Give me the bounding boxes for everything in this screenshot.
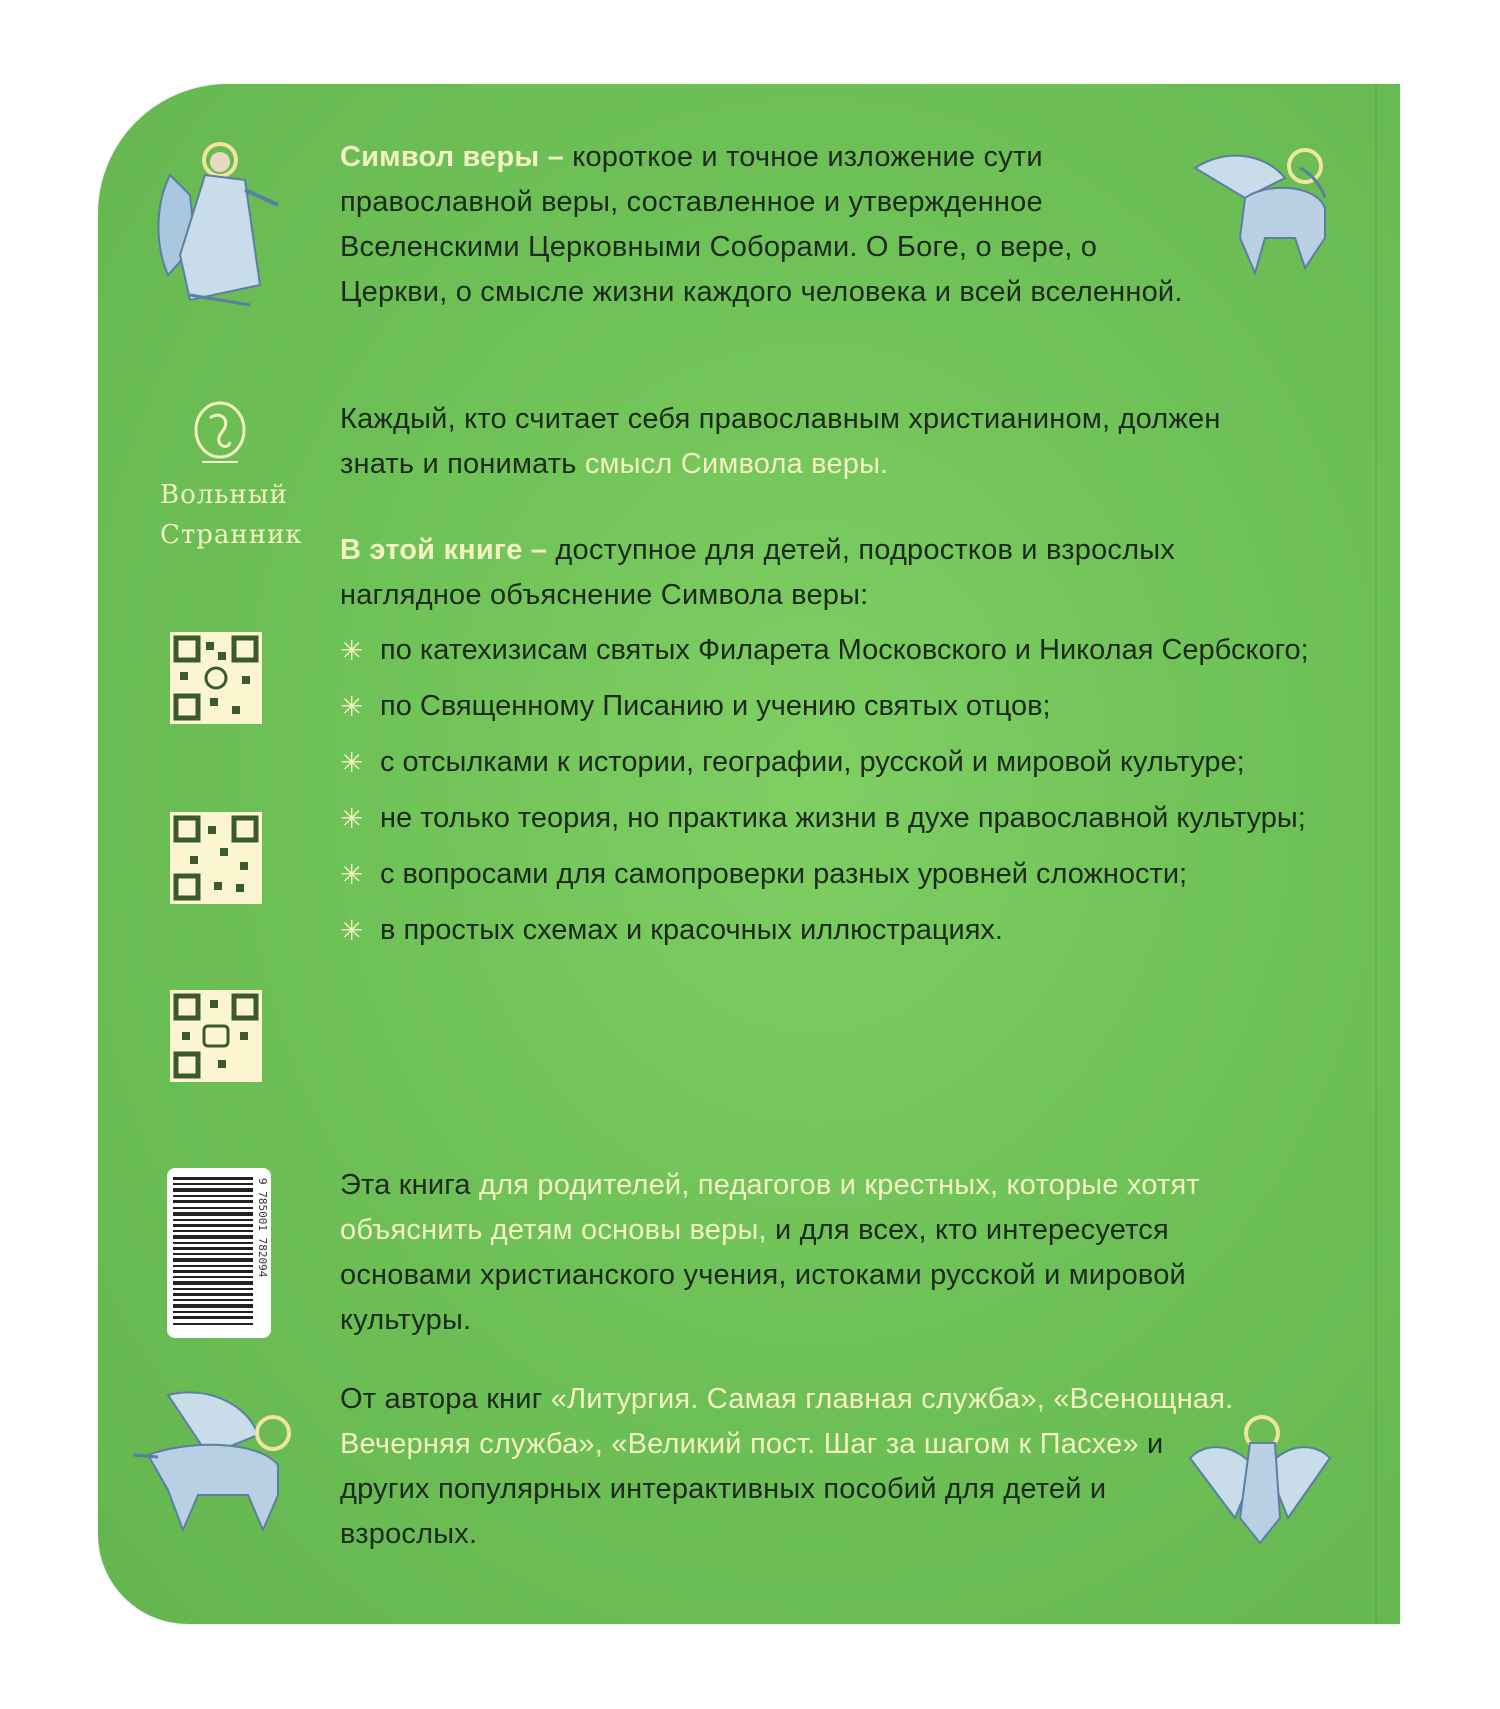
qr-code-icon (170, 812, 262, 904)
book-description-paragraph (340, 528, 1320, 618)
snowflake-bullet-icon: ✳ (340, 691, 364, 722)
other-books-highlight: «Литургия. Самая главная служба», «Всенощная. Вечерняя служба», «Великий пост. Шаг за шагом к Пасхе» (340, 1383, 1234, 1460)
book-description-text: доступное для детей, подростков и взрослых наглядное объяснение Символа веры: (340, 534, 1175, 611)
publisher-logo-icon (190, 400, 250, 470)
list-item: ✳ с вопросами для самопроверки разных уровней сложности; (340, 852, 1340, 897)
obligation-highlight: смысл Символа веры. (584, 448, 889, 480)
angel-icon (150, 135, 285, 310)
list-item: ✳ не только теория, но практика жизни в духе православной культуры; (340, 796, 1340, 841)
barcode (167, 1168, 271, 1338)
snowflake-bullet-icon: ✳ (340, 747, 364, 778)
audience-highlight: для родителей, педагогов и крестных, которые хотят объяснить детям основы веры, (340, 1169, 1200, 1246)
winged-ox-icon (1185, 138, 1355, 278)
obligation-text: Каждый, кто считает себя православным христианином, должен знать и понимать (340, 403, 1221, 480)
publisher-logo (160, 400, 303, 555)
qr-code-icon (170, 632, 262, 724)
qr-code-icon (170, 990, 262, 1082)
publisher-name-line1: Вольный (160, 480, 288, 510)
author-paragraph: От автора книг «Литургия. Самая главная служба», «Всенощная. Вечерняя служба», «Великий пост. Шаг за шагом к Пасхе» и других популярных интерактивных пособий для детей и взрослых. (340, 1383, 1234, 1550)
spine-edge (1375, 84, 1377, 1624)
list-item: ✳ по катехизисам святых Филарета Московского и Николая Сербского; (340, 628, 1340, 673)
list-item: ✳ в простых схемах и красочных иллюстрациях. (340, 908, 1340, 953)
snowflake-bullet-icon: ✳ (340, 859, 364, 890)
snowflake-bullet-icon: ✳ (340, 635, 364, 666)
publisher-name-line2: Странник (160, 520, 303, 550)
snowflake-bullet-icon: ✳ (340, 915, 364, 946)
obligation-paragraph (340, 397, 1240, 487)
book-lead: В этой книге – (340, 534, 548, 566)
intro-text: короткое и точное изложение сути православной веры, составленное и утвержденное Вселенскими Церковными Соборами. О Боге, о вере, о Церкви, о смысле жизни каждого человека и всей вселенной. (340, 141, 1183, 308)
feature-list (340, 628, 1340, 964)
symbol-of-faith-lead: Символ веры – (340, 141, 564, 173)
snowflake-bullet-icon: ✳ (340, 803, 364, 834)
barcode-digits: 9 785001 782094 (256, 1178, 269, 1278)
audience-paragraph: Эта книга для родителей, педагогов и крестных, которые хотят объяснить детям основы веры, и для всех, кто интересуется основами христианского учения, истоками русской и мировой культуры. (340, 1169, 1200, 1336)
list-item: ✳ с отсылками к истории, географии, русской и мировой культуре; (340, 740, 1340, 785)
intro-paragraph (340, 135, 1190, 315)
winged-lion-icon (128, 1385, 303, 1535)
list-item: ✳ по Священному Писанию и учению святых отцов; (340, 684, 1340, 729)
